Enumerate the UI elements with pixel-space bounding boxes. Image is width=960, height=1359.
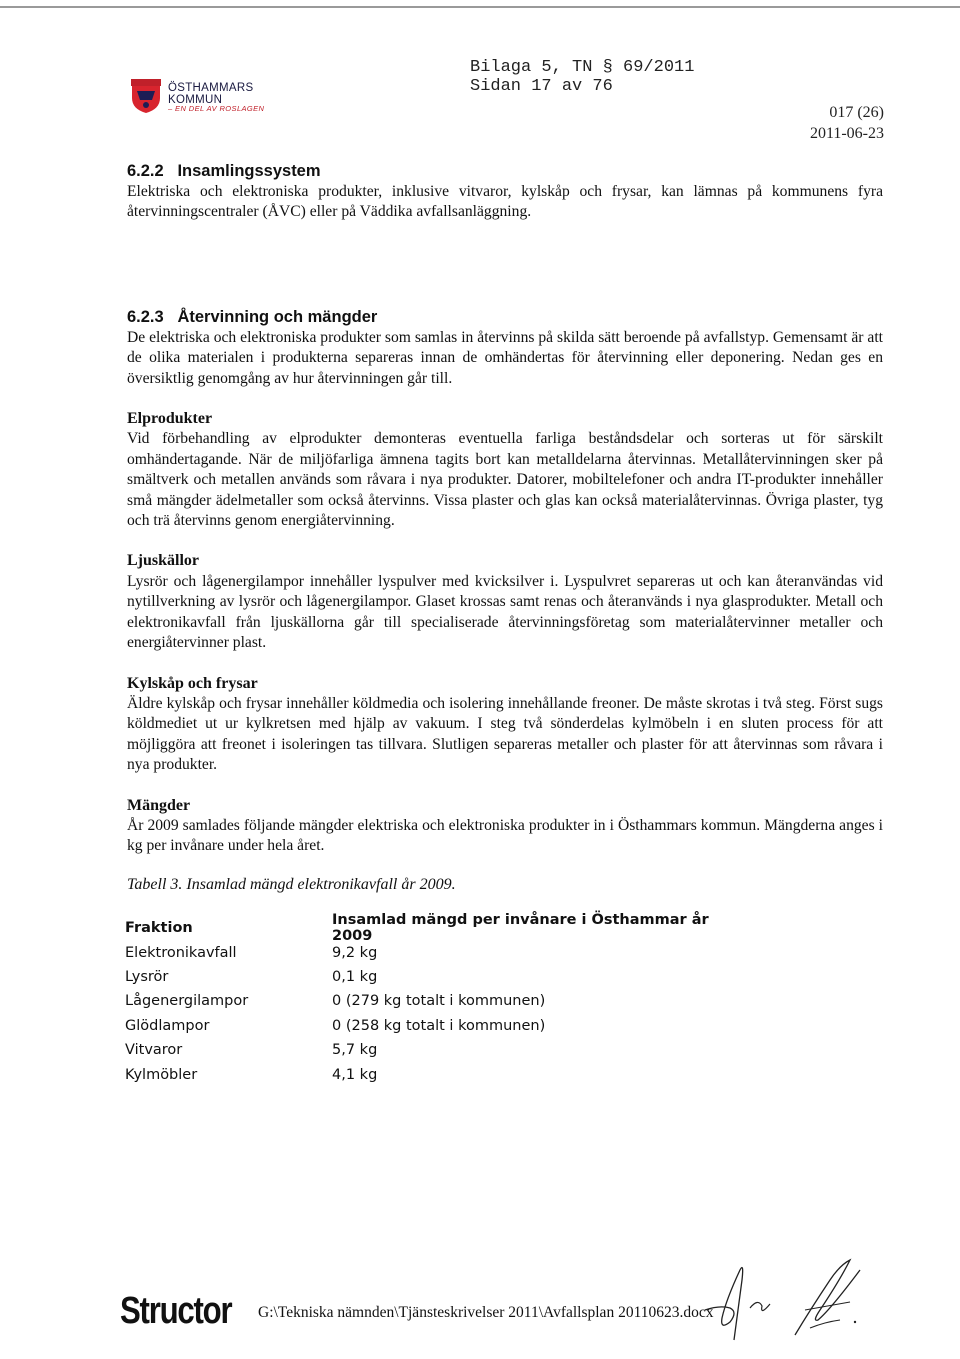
coat-of-arms-icon	[130, 78, 164, 114]
table-caption: Tabell 3. Insamlad mängd elektronikavfall år 2009.	[127, 875, 456, 893]
logo-tagline: – EN DEL AV ROSLAGEN	[168, 104, 265, 113]
table-row	[125, 989, 752, 1013]
logo-name	[168, 82, 253, 106]
page-number: 017 (26)	[829, 104, 884, 121]
mangder-heading: Mängder	[127, 796, 191, 814]
mangder-body: År 2009 samlades följande mängder elektriska och elektroniska produkter in i Östhammars kommun. Mängderna anges i kg per invånare under hela året.	[127, 816, 883, 855]
table-cell: 0 (279 kg totalt i kommunen)	[332, 993, 546, 1010]
kylskap-heading: Kylskåp och frysar	[127, 674, 258, 692]
municipality-logo	[130, 78, 270, 118]
collected-amounts-table	[125, 912, 752, 1087]
stamp-line2: Sidan 17 av 76	[470, 77, 613, 96]
table-row	[125, 965, 752, 989]
table-cell: Elektronikavfall	[125, 944, 237, 961]
table-row	[125, 1014, 752, 1038]
section-title: Insamlingssystem	[177, 162, 321, 180]
top-rule	[0, 6, 960, 8]
table-cell: 0,1 kg	[332, 968, 378, 985]
ljuskallor-body: Lysrör och lågenergilampor innehåller lyspulver med kvicksilver i. Lyspulvret separeras ut och kan återanvändas vid nytillverkning av lysrör och lågenergilampor. Glaset krossas samt renas och återanvänds i nya glasprodukter. Metall och elektronikavfall från ljuskällorna går till specialiserade återvinningsföretag som materialåtervinner metaller och energiåtervinner plast.	[127, 572, 883, 652]
table-row	[125, 1062, 752, 1086]
table-cell: 5,7 kg	[332, 1042, 378, 1059]
logo-name-line2: KOMMUN	[168, 94, 223, 106]
file-path: G:\Tekniska nämnden\Tjänsteskrivelser 2011\Avfallsplan 20110623.docx	[258, 1304, 714, 1321]
table-cell: Vitvaror	[125, 1042, 183, 1059]
table-row	[125, 1038, 752, 1062]
table-cell: 4,1 kg	[332, 1066, 378, 1083]
table-header-cell: Insamlad mängd per invånare i Östhammar år 2009	[332, 912, 709, 945]
elprodukter-heading: Elprodukter	[127, 410, 213, 428]
logo-name-line1: ÖSTHAMMARS	[168, 82, 254, 94]
section-623-body: De elektriska och elektroniska produkter som samlas in återvinns på skilda sätt beroende på avfallstyp. Gemensamt är att de olika materialen i produkterna separeras innan de omhändertas för återvinning eller deponering. Nedan ges en översiktlig genomgång av hur återvinningen går till.	[127, 328, 883, 387]
structor-logo: Structor	[120, 1290, 232, 1332]
ljuskallor-heading: Ljuskällor	[127, 552, 200, 570]
table-cell: Glödlampor	[125, 1017, 210, 1034]
section-title: Återvinning och mängder	[177, 307, 378, 326]
table-cell: Lysrör	[125, 968, 169, 985]
table-cell: Kylmöbler	[125, 1066, 198, 1083]
section-heading-623	[127, 306, 883, 328]
section-heading-622	[127, 160, 883, 182]
section-number: 6.2.3	[127, 307, 164, 326]
document-date: 2011-06-23	[809, 125, 884, 142]
table-cell: Lågenergilampor	[125, 993, 249, 1010]
document-body	[127, 160, 883, 895]
kylskap-body: Äldre kylskåp och frysar innehåller köldmedia och isolering innehållande freoner. De måste skrotas i två steg. Först sugs köldmediet ut ur kylkretsen med hjälp av vakuum. I steg två sönderdelas kylmöbeln i en sluten process för att möjliggöra att freonet i isoleringen tas tillvara. Slutligen separeras metaller och plaster för att återvinnas som råvara i nya produkter.	[127, 694, 883, 774]
page-header-right	[810, 102, 884, 144]
section-622-body: Elektriska och elektroniska produkter, inklusive vitvaror, kylskåp och frysar, kan lämnas på kommunens fyra återvinningscentraler (ÅVC) eller på Väddika avfallsanläggning.	[127, 183, 883, 221]
table-cell: 9,2 kg	[332, 944, 378, 961]
stamp-line1: Bilaga 5, TN § 69/2011	[470, 58, 695, 77]
attachment-stamp	[470, 58, 694, 96]
table-header-row	[125, 912, 752, 945]
signature-icon	[700, 1250, 870, 1350]
section-number: 6.2.2	[127, 162, 164, 180]
table-header-cell: Fraktion	[125, 920, 193, 937]
table-row	[125, 940, 752, 964]
elprodukter-body: Vid förbehandling av elprodukter demonteras eventuella farliga beståndsdelar och sorteras ut för särskilt omhändertagande. När de miljöfarliga ämnena tagits bort kan metalldelarna återvinnas. Metallåtervinningen sker på smältverk och metallen används som råvara i nya produkter. Datorer, mobiltelefoner och andra IT-produkter innehåller små mängder ädelmetaller som också återvinns. Vissa plaster och glas kan också materialåtervinnas. Övriga plaster, tyg och trä återvinns genom energiåtervinning.	[127, 430, 883, 530]
table-cell: 0 (258 kg totalt i kommunen)	[332, 1017, 546, 1034]
